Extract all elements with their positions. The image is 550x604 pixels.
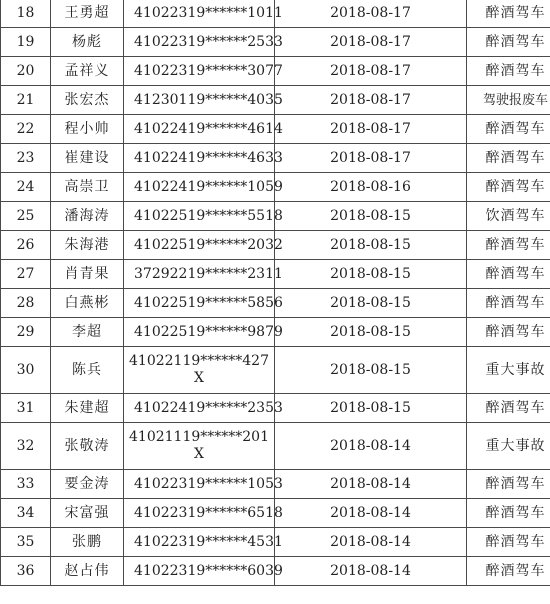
id-number-cell: 37292219******2311 bbox=[124, 260, 275, 289]
row-number-cell: 25 bbox=[1, 202, 51, 231]
row-number-cell: 33 bbox=[1, 470, 51, 499]
row-number-cell: 32 bbox=[1, 423, 51, 470]
violation-cell: 醉酒驾车 bbox=[467, 115, 550, 144]
violation-cell: 醉酒驾车 bbox=[467, 470, 550, 499]
id-number-cell: 41022319******2533 bbox=[124, 28, 275, 57]
id-number-cell: 41022419******4614 bbox=[124, 115, 275, 144]
table-row bbox=[1, 318, 550, 347]
table-row bbox=[1, 423, 550, 470]
name-cell: 陈兵 bbox=[51, 347, 124, 394]
name-cell: 赵占伟 bbox=[51, 557, 124, 586]
table-row bbox=[1, 115, 550, 144]
date-cell: 2018-08-17 bbox=[275, 144, 467, 173]
table-row bbox=[1, 260, 550, 289]
row-number-cell: 21 bbox=[1, 86, 51, 115]
row-number-cell: 28 bbox=[1, 289, 51, 318]
table-row bbox=[1, 347, 550, 394]
table-row bbox=[1, 28, 550, 57]
date-cell: 2018-08-17 bbox=[275, 57, 467, 86]
date-cell: 2018-08-15 bbox=[275, 202, 467, 231]
id-number-cell: 41022519******9879 bbox=[124, 318, 275, 347]
date-cell: 2018-08-15 bbox=[275, 347, 467, 394]
id-number-cell: 41230119******4035 bbox=[124, 86, 275, 115]
id-number-cell bbox=[124, 423, 275, 470]
row-number-cell: 20 bbox=[1, 57, 51, 86]
name-cell: 高崇卫 bbox=[51, 173, 124, 202]
violation-cell: 醉酒驾车 bbox=[467, 144, 550, 173]
row-number-cell: 26 bbox=[1, 231, 51, 260]
name-cell: 张鹏 bbox=[51, 528, 124, 557]
date-cell: 2018-08-14 bbox=[275, 470, 467, 499]
name-cell: 要金涛 bbox=[51, 470, 124, 499]
name-cell: 朱海港 bbox=[51, 231, 124, 260]
date-cell: 2018-08-15 bbox=[275, 289, 467, 318]
name-cell: 孟祥义 bbox=[51, 57, 124, 86]
table-row bbox=[1, 144, 550, 173]
name-cell: 李超 bbox=[51, 318, 124, 347]
row-number-cell: 19 bbox=[1, 28, 51, 57]
table-row bbox=[1, 528, 550, 557]
date-cell: 2018-08-17 bbox=[275, 86, 467, 115]
violation-cell: 醉酒驾车 bbox=[467, 173, 550, 202]
id-number-line2: X bbox=[194, 370, 204, 386]
table-row bbox=[1, 0, 550, 28]
date-cell: 2018-08-14 bbox=[275, 499, 467, 528]
id-number-cell: 41022319******6039 bbox=[124, 557, 275, 586]
violation-cell: 醉酒驾车 bbox=[467, 499, 550, 528]
table-row bbox=[1, 173, 550, 202]
name-cell: 王勇超 bbox=[51, 0, 124, 28]
violation-cell: 醉酒驾车 bbox=[467, 28, 550, 57]
table-row bbox=[1, 557, 550, 586]
id-number-line2: X bbox=[194, 446, 204, 462]
name-cell: 程小帅 bbox=[51, 115, 124, 144]
table-body bbox=[1, 0, 550, 586]
row-number-cell: 35 bbox=[1, 528, 51, 557]
id-number-line1: 41022119******427 bbox=[129, 353, 269, 369]
row-number-cell: 36 bbox=[1, 557, 51, 586]
table-row bbox=[1, 57, 550, 86]
name-cell: 潘海涛 bbox=[51, 202, 124, 231]
date-cell: 2018-08-17 bbox=[275, 28, 467, 57]
id-number-cell: 41022519******5518 bbox=[124, 202, 275, 231]
row-number-cell: 30 bbox=[1, 347, 51, 394]
violation-cell: 重大事故 bbox=[467, 347, 550, 394]
name-cell: 白燕彬 bbox=[51, 289, 124, 318]
id-number-cell: 41022319******1053 bbox=[124, 470, 275, 499]
date-cell: 2018-08-15 bbox=[275, 394, 467, 423]
id-number-cell: 41022419******1059 bbox=[124, 173, 275, 202]
id-number-cell: 41022319******4531 bbox=[124, 528, 275, 557]
violation-cell: 饮酒驾车 bbox=[467, 202, 550, 231]
id-number-cell: 41022319******3077 bbox=[124, 57, 275, 86]
violation-cell: 重大事故 bbox=[467, 423, 550, 470]
id-number-cell: 41022519******5856 bbox=[124, 289, 275, 318]
violation-cell: 醉酒驾车 bbox=[467, 0, 550, 28]
row-number-cell: 29 bbox=[1, 318, 51, 347]
row-number-cell: 24 bbox=[1, 173, 51, 202]
name-cell: 杨彪 bbox=[51, 28, 124, 57]
date-cell: 2018-08-14 bbox=[275, 557, 467, 586]
name-cell: 宋富强 bbox=[51, 499, 124, 528]
row-number-cell: 22 bbox=[1, 115, 51, 144]
id-number-line1: 41021119******201 bbox=[129, 429, 269, 445]
row-number-cell: 23 bbox=[1, 144, 51, 173]
table-row bbox=[1, 470, 550, 499]
date-cell: 2018-08-17 bbox=[275, 115, 467, 144]
violation-cell: 醉酒驾车 bbox=[467, 57, 550, 86]
table-row bbox=[1, 202, 550, 231]
table-row bbox=[1, 86, 550, 115]
date-cell: 2018-08-14 bbox=[275, 528, 467, 557]
violation-cell: 醉酒驾车 bbox=[467, 318, 550, 347]
table-row bbox=[1, 394, 550, 423]
id-number-cell: 41022419******2353 bbox=[124, 394, 275, 423]
violation-cell: 醉酒驾车 bbox=[467, 557, 550, 586]
name-cell: 张宏杰 bbox=[51, 86, 124, 115]
date-cell: 2018-08-15 bbox=[275, 231, 467, 260]
id-number-cell: 41022319******1011 bbox=[124, 0, 275, 28]
table-row bbox=[1, 499, 550, 528]
date-cell: 2018-08-15 bbox=[275, 318, 467, 347]
id-number-cell: 41022519******2032 bbox=[124, 231, 275, 260]
row-number-cell: 31 bbox=[1, 394, 51, 423]
name-cell: 朱建超 bbox=[51, 394, 124, 423]
row-number-cell: 27 bbox=[1, 260, 51, 289]
table-row bbox=[1, 289, 550, 318]
name-cell: 崔建设 bbox=[51, 144, 124, 173]
id-number-cell: 41022319******6518 bbox=[124, 499, 275, 528]
name-cell: 张敬涛 bbox=[51, 423, 124, 470]
date-cell: 2018-08-16 bbox=[275, 173, 467, 202]
table-row bbox=[1, 231, 550, 260]
violation-cell: 驾驶报废车 bbox=[467, 86, 550, 115]
date-cell: 2018-08-17 bbox=[275, 0, 467, 28]
date-cell: 2018-08-15 bbox=[275, 260, 467, 289]
violation-cell: 醉酒驾车 bbox=[467, 528, 550, 557]
row-number-cell: 34 bbox=[1, 499, 51, 528]
violation-cell: 醉酒驾车 bbox=[467, 289, 550, 318]
name-cell: 肖青果 bbox=[51, 260, 124, 289]
id-number-cell: 41022419******4633 bbox=[124, 144, 275, 173]
row-number-cell: 18 bbox=[1, 0, 51, 28]
id-number-cell bbox=[124, 347, 275, 394]
date-cell: 2018-08-14 bbox=[275, 423, 467, 470]
violation-cell: 醉酒驾车 bbox=[467, 231, 550, 260]
violation-cell: 醉酒驾车 bbox=[467, 394, 550, 423]
violation-cell: 醉酒驾车 bbox=[467, 260, 550, 289]
